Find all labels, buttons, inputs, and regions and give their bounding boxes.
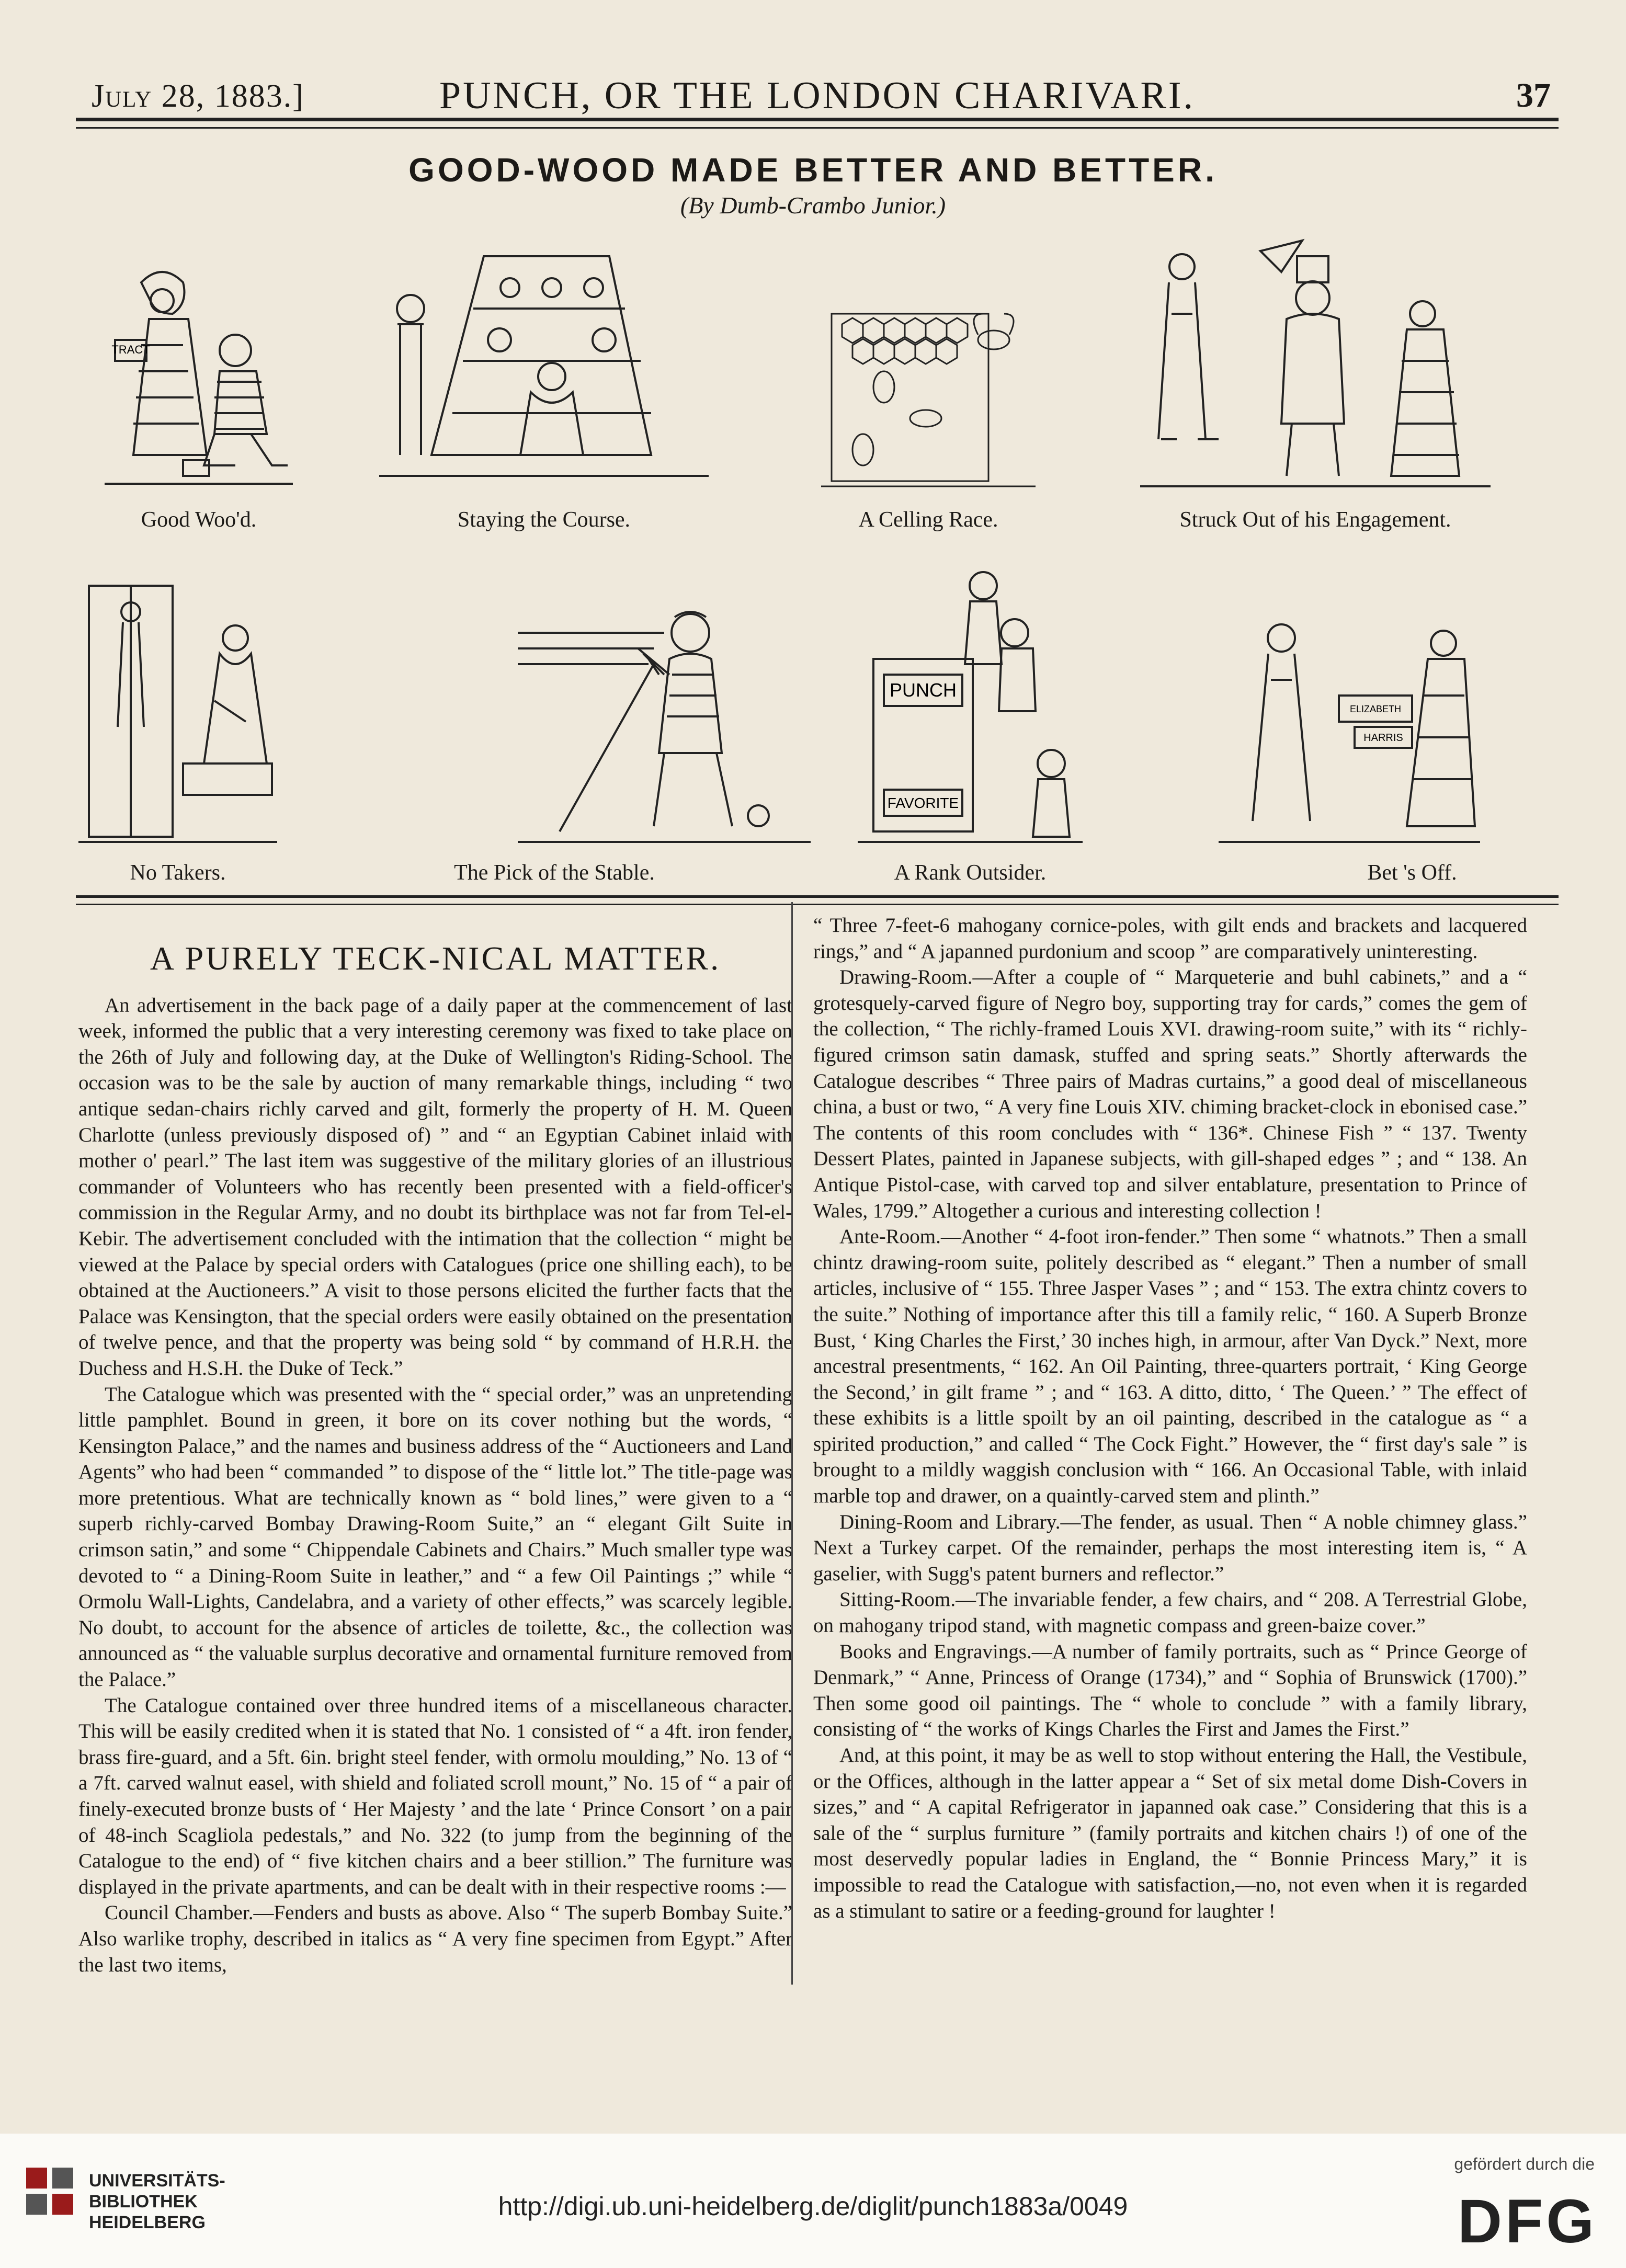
woman-and-kneeling-man-illustration (105, 251, 293, 492)
sponsor-label: gefördert durch die (1454, 2155, 1595, 2173)
library-name: UNIVERSITÄTS- BIBLIOTHEK HEIDELBERG (89, 2171, 225, 2232)
punch-sign: PUNCH (889, 679, 957, 701)
article-paragraph: The Catalogue which was presented with the “ special order,” was an unpretending little pamphlet. Bound in green, it bore on its cover nothing but the words, “ Kensington Palace,” and the names and business address of the “ Auctioneers and Land Agents” who had been “ commanded ” to dispose of the “ little lot.” The title-page was more pretentious. What are technically known as “ bold lines,” were given to a “ superb richly-carved Bombay Drawing-Room Suite,” an “ elegant Gilt Suite in crimson satin,” and some “ Chippendale Cabinets and Chairs.” Much smaller type was devoted to “ a Dining-Room Suite in leather,” and “ a few Oil Paintings ;” while “ Ormolu Wall-Lights, Candelabra, and a variety of other effects,” was scarcely legible. No doubt, to account for the absence of articles de toilette, &c., the collection was announced as “ the valuable surplus decorative and ornamental furniture removed from the Palace.” (78, 1383, 792, 1691)
page-header (76, 71, 1559, 121)
bees-honeycomb-illustration (821, 293, 1036, 492)
article-paragraph: Ante-Room.—Another “ 4-foot iron-fender.” Then some “ whatnots.” Then a small chintz drawing-room suite, politely described as “ elegant.” Then a number of small articles, inclusive of “ 155. Three Jasper Vases ” ; and “ 153. The extra chintz covers to the suite.” Nothing of importance after this till a family relic, “ 160. A Superb Bronze Bust, ‘ King Charles the First,’ 30 inches high, in armour, after Van Dyck.” Next, more ancestral presentments, “ 162. An Oil Painting, three-quarters portrait, ‘ King George the Second,’ in gilt frame ” ; and “ 163. A ditto, ditto, ‘ The Queen.’ ” The effect of these exhibits is a little spoilt by an oil painting, described in the catalogue as “ a spirited production,” and called “ The Cock Fight.” However, the “ first day's sale ” is brought to a mildly waggish conclusion with “ 166. An Occasional Table, with inlaid marble top and drawer, on a quaintly-carved stem and plinth.” (813, 1225, 1527, 1508)
section-rule (76, 895, 1559, 898)
article-paragraph: Drawing-Room.—After a couple of “ Marqueterie and buhl cabinets,” and a “ grotesquely-carved figure of Negro boy, supporting tray for cards,” comes the gem of the collection, “ The richly-framed Louis XVI. drawing-room suite,” with its “ richly-figured crimson satin damask, stuffed and spring seats.” Shortly afterwards the Catalogue describes “ Three pairs of Madras curtains,” a good deal of miscellaneous china, a bust or two, “ A very fine Louis XIV. chiming bracket-clock in ebonised case.” The contents of this room concludes with “ 136*. Chinese Fish ” “ 137. Twenty Dessert Plates, painted in Japanese subjects, with gill-shaped edges ” ; and “ 138. An Antique Pistol-case, with carved top and silver entablature, presentation to Prince of Wales, 1799.” Altogether a curious and interesting collection ! (813, 966, 1527, 1222)
caption-bets-off: Bet 's Off. (1367, 861, 1457, 885)
article-paragraph: Dining-Room and Library.—The fender, as usual. Then “ A noble chimney glass.” Next a Turkey carpet. Of the remainder, perhaps the most interesting item is, “ A gaselier, with Sugg's patent burners and reflector.” (813, 1510, 1527, 1585)
column-divider (791, 902, 793, 1985)
dfg-logo: DFG (1457, 2187, 1597, 2256)
trunk-label-elizabeth: ELIZABETH (1349, 704, 1402, 714)
article-right-column (813, 913, 1527, 1924)
caption-no-takers: No Takers. (130, 861, 226, 885)
man-with-pitchfork-illustration (518, 601, 811, 847)
caption-staying-the-course: Staying the Course. (457, 508, 631, 532)
issue-date: July 28, 1883.] (92, 78, 304, 114)
page-number: 37 (1516, 76, 1551, 115)
lady-on-sofa-illustration (78, 575, 277, 847)
section-rule-thin (76, 904, 1559, 905)
dinner-party-illustration (379, 246, 709, 492)
article-left-column (78, 936, 792, 1978)
article-paragraph: The Catalogue contained over three hundred items of a miscellaneous character. This will be easily credited when it is stated that No. 1 consisted of “ a 4ft. iron fender, brass fire-guard, and a 5ft. 6in. bright steel fender, with ormolu moulding,” No. 13 of “ a 7ft. carved walnut easel, with shield and foliated scroll mount,” No. 15 of “ a pair of finely-executed bronze busts of ‘ Her Majesty ’ and the late ‘ Prince Consort ’ on a pair of 48-inch Scagliola pedestals,” and No. 322 (to jump from the beginning of the Catalogue to the end) of “ five kitchen chairs and a beer stillion.” The furniture was displayed in the private apartments, and can be dealt with in their respective rooms :— (78, 1694, 792, 1898)
caption-good-wood: Good Woo'd. (141, 508, 257, 532)
cab-rank-illustration (858, 554, 1083, 847)
article-title: A PURELY TECK-NICAL MATTER. (150, 940, 721, 977)
caption-rank-outsider: A Rank Outsider. (894, 861, 1047, 885)
masthead: PUNCH, OR THE LONDON CHARIVARI. (439, 74, 1196, 117)
article-paragraph: Sitting-Room.—The invariable fender, a few chairs, and “ 208. A Terrestrial Globe, on mahogany tripod stand, with magnetic compass and green-baize cover.” (813, 1588, 1527, 1637)
feature-byline: (By Dumb-Crambo Junior.) (680, 192, 946, 219)
caption-pick-of-stable: The Pick of the Stable. (454, 861, 655, 885)
feature-title: GOOD-WOOD MADE BETTER AND BETTER. (408, 151, 1218, 189)
favorite-sign: FAVORITE (887, 795, 959, 811)
article-paragraph: “ Three 7-feet-6 mahogany cornice-poles, with gilt ends and brackets and lacquered rings,” and “ A japanned purdonium and scoop ” are comparatively uninteresting. (813, 914, 1527, 963)
tract-label: TRACT (111, 343, 150, 356)
source-url[interactable]: http://digi.ub.uni-heidelberg.de/diglit/punch1883a/0049 (498, 2192, 1128, 2221)
parting-couple-illustration (1219, 601, 1480, 847)
caption-celling-race: A Celling Race. (858, 508, 998, 532)
article-paragraph: Council Chamber.—Fenders and busts as above. Also “ The superb Bombay Suite.” Also warlike trophy, described in italics as “ A very fine specimen from Egypt.” After the last two items, (78, 1901, 792, 1976)
article-paragraph: Books and Engravings.—A number of family portraits, such as “ Prince George of Denmark,” “ Anne, Princess of Orange (1734),” and “ Sophia of Brunswick (1700).” Then some good oil paintings. The “ whole to conclude ” with a family library, consisting of “ the works of Kings Charles the First and James the First.” (813, 1640, 1527, 1741)
header-rule (76, 127, 1559, 129)
article-paragraph: An advertisement in the back page of a daily paper at the commencement of last week, informed the public that a very interesting ceremony was fixed to take place on the 26th of July and following day, at the Duke of Wellington's Riding-School. The occasion was to be the sale by auction of many remarkable things, including “ two antique sedan-chairs richly carved and gilt, formerly the property of H. M. Queen Charlotte (unless previously disposed of) ” and “ an Egyptian Cabinet inlaid with mother o' pearl.” The last item was suggestive of the military glories of an illustrious commander of Volunteers who has recently been presented with a field-officer's commission in the Regular Army, and no doubt its birthplace was not far from Tel-el-Kebir. The advertisement concluded with the intimation that the collection “ might be viewed at the Palace by special orders with Catalogues (price one shilling each), to be obtained at the Auctioneers.” A visit to those persons elicited the further facts that the Palace was Kensington, that the special orders were easily obtained on the presentation of twelve pence, and that the property was being sold “ by command of H.R.H. the Duchess and H.S.H. the Duke of Teck.” (78, 994, 792, 1380)
footer-bar (0, 2134, 1626, 2268)
article-paragraph: And, at this point, it may be as well to stop without entering the Hall, the Vestibule, or the Offices, although in the latter appear a “ Set of six metal dome Dish-Covers in sizes,” and “ A capital Refrigerator in japanned oak case.” Considering that this is a sale of the “ surplus furniture ” (family portraits and kitchen chairs !) of one of the most deservedly popular ladies in England, the “ Bonnie Princess Mary,” it is impossible to read the Catalogue with satisfaction,—no, not even when it is regarded as a stimulant to satire or a feeding-ground for laughter ! (813, 1744, 1527, 1922)
quarrel-illustration (1140, 235, 1491, 492)
trunk-label-harris: HARRIS (1363, 732, 1403, 744)
caption-struck-out: Struck Out of his Engagement. (1179, 508, 1451, 532)
